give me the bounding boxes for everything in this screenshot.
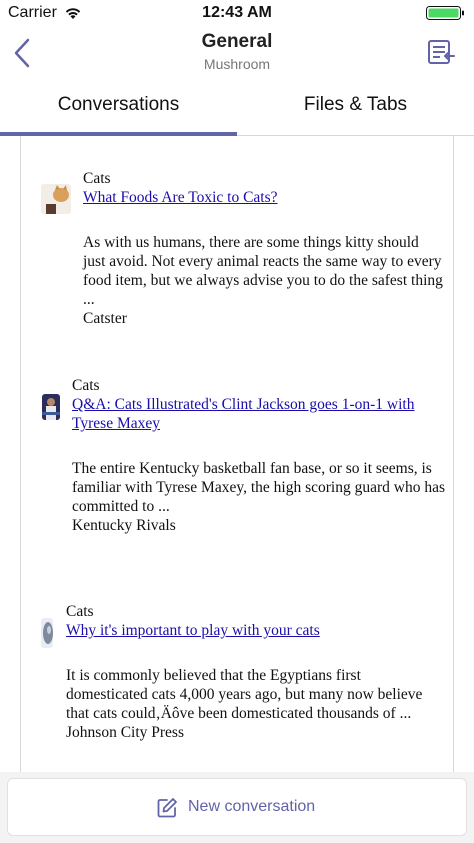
- nav-header: [0, 26, 474, 80]
- article-snippet: It is commonly believed that the Egyptians first domesticated cats 4,000 years ago, but many now believe that cats could‚Äôve been domesticated thousands of ...: [66, 667, 423, 722]
- cat-photo-image: [41, 184, 71, 214]
- post-thumbnail: [42, 394, 60, 420]
- compose-icon: [156, 797, 178, 819]
- article-publisher: Catster: [83, 310, 127, 327]
- tab-files-and-tabs[interactable]: Files & Tabs: [303, 94, 408, 115]
- news-card: [83, 169, 445, 328]
- battery-icon: [426, 6, 466, 20]
- compose-bar: [0, 772, 474, 843]
- channel-title: General: [201, 31, 273, 52]
- channel-info-icon[interactable]: [426, 38, 456, 68]
- post-thumbnail: [41, 618, 53, 648]
- article-link[interactable]: Why it's important to play with your cats: [66, 622, 320, 639]
- article-publisher: Johnson City Press: [66, 724, 184, 741]
- status-bar: [0, 0, 474, 26]
- sports-photo-image: [42, 394, 60, 420]
- card-source: Cats: [83, 170, 111, 187]
- article-link[interactable]: What Foods Are Toxic to Cats?: [83, 189, 278, 206]
- carrier-label: Carrier: [8, 4, 57, 21]
- article-snippet: As with us humans, there are some things kitty should just avoid. Not every animal reacts the same way to every food item, but we always advise you to do the safest thing ...: [83, 234, 443, 308]
- tab-conversations[interactable]: Conversations: [57, 94, 180, 115]
- team-subtitle: Mushroom: [203, 56, 271, 72]
- new-conversation-button[interactable]: [7, 778, 467, 836]
- conversation-list[interactable]: [20, 136, 454, 772]
- news-card: [66, 602, 446, 742]
- post-thumbnail: [41, 184, 71, 214]
- new-conversation-label: New conversation: [188, 798, 316, 815]
- card-source: Cats: [66, 603, 94, 620]
- article-publisher: Kentucky Rivals: [72, 517, 176, 534]
- tab-bar: [0, 80, 474, 136]
- clock: 12:43 AM: [202, 4, 272, 21]
- news-card: [72, 376, 447, 535]
- cat-photo-image: [41, 618, 53, 648]
- article-snippet: The entire Kentucky basketball fan base, or so it seems, is familiar with Tyrese Maxey, the high scoring guard who has committed to ...: [72, 460, 445, 515]
- article-link[interactable]: Q&A: Cats Illustrated's Clint Jackson goes 1-on-1 with Tyrese Maxey: [72, 396, 415, 432]
- card-source: Cats: [72, 377, 100, 394]
